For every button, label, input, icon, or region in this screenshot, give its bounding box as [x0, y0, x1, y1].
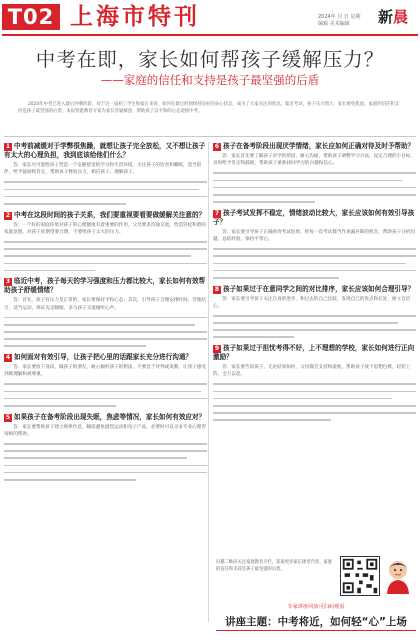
answer-8-body: [213, 315, 416, 338]
question-number-badge: 5: [5, 413, 11, 421]
question-2: [4, 211, 207, 220]
editor-line: 编辑 美术编辑: [318, 21, 350, 27]
question-number-badge: 4: [5, 354, 11, 362]
promo-title: 讲座主题：中考将近，如何轻“心”上场: [225, 616, 407, 628]
column-divider: [208, 142, 209, 622]
answer-8: 答：家长要引导孩子关注自身的进步，和过去的自己比较，发现自己的优点和长处，树立自信心。: [213, 296, 411, 309]
logo-red-text: 晨: [393, 8, 409, 26]
answer-5: 答：家长要帮助孩子建立规律作息，睡前避免剧烈运动和电子产品，必要时可以寻求专业心理咨询师的帮助。: [4, 424, 206, 437]
answer-3-body: [4, 317, 207, 347]
logo-black-text: 新: [378, 8, 394, 26]
question-number-badge: 2: [5, 211, 11, 219]
qr-note: 扫描二维码关注家庭教育专栏，获取更多家长课堂内容。家庭的信任和支持是孩子最坚强的后盾。: [216, 560, 333, 572]
question-number-badge: 6: [214, 143, 220, 150]
question-text: 孩子考试发挥不稳定，情绪波动比较大，家长应该如何有效引导孩子？: [213, 208, 415, 226]
answer-6-body: [213, 172, 416, 202]
answer-4-body: [4, 383, 207, 406]
qr-code-icon[interactable]: [340, 556, 380, 596]
header-info: [318, 14, 374, 28]
answer-4: 答：家长要放下身段，做孩子的朋友，耐心倾听孩子的想法，不要急于评判或说教，让孩子感受到被理解和被尊重。: [4, 365, 206, 378]
question-3: [4, 277, 207, 295]
question-text: 孩子在备考阶段出现厌学情绪，家长应如何正确对待及时予帮助？: [223, 142, 415, 150]
date-line: 2024年 月 日 星期: [318, 14, 361, 20]
answer-9-body: [213, 383, 416, 421]
question-number-badge: 8: [214, 285, 220, 293]
answer-7: 答：家长要引导孩子正确看待考试结果，把每一次考试都当作查漏补缺的机会，帮助孩子分析问题，总结经验，保持平常心。: [213, 229, 415, 242]
answer-1: 答：家长尽可能给孩子营造一个安静舒适的学习和生活环境，关注孩子的饮食和睡眠，适当陪伴，给予鼓励和肯定，帮助孩子释放压力，相信孩子、理解孩子。: [4, 163, 202, 176]
sub-headline: ——家庭的信任和支持是孩子最坚强的后盾: [100, 73, 320, 87]
section-title: 上海市特刊: [70, 3, 200, 30]
question-7: [213, 209, 416, 227]
left-column: [4, 142, 207, 596]
question-1: [4, 142, 207, 160]
question-text: 临近中考，孩子每天的学习强度和压力都比较大，家长如何有效帮助孩子舒缓情绪？: [4, 277, 206, 295]
question-number-badge: 1: [5, 143, 11, 150]
question-5: [4, 413, 207, 422]
answer-6: 答：家长首先要了解孩子厌学的原因，耐心沟通，帮助孩子调整学习方法，设定合理的小目标，及时给予肯定和鼓励，帮助孩子重新找回学习的兴趣和信心。: [213, 154, 415, 167]
question-number-badge: 3: [5, 278, 11, 286]
intro-divider: [4, 136, 416, 137]
question-number-badge: 7: [214, 209, 220, 217]
answer-7-body: [213, 248, 416, 278]
question-8: [213, 285, 416, 294]
promo-underline: [216, 630, 416, 631]
right-column: [213, 142, 416, 554]
question-text: 中考前减缓对于学弊很焦躁，就想让孩子完全放松，又不想让孩子有太大的心理负担，我到底该给他们什么？: [4, 142, 206, 159]
question-text: 如何面对有效引导，让孩子把心里的话跟家长充分进行沟通？: [14, 353, 193, 362]
question-text: 如果孩子在备考阶段出现失眠，焦虑等情况，家长如何有效应对？: [14, 412, 206, 421]
question-text: 中考在这段时间的孩子关系，我们要重视要看要做缓解关注意的？: [14, 210, 206, 219]
question-text: 孩子如果过于在意同学之间的对比排序，家长应该如何合理引导？: [223, 284, 415, 293]
answer-9: 答：家长要告诉孩子，无论结果如何，父母都会支持和爱他，帮助孩子放下思想包袱，轻装上阵，全力以赴。: [213, 365, 411, 378]
promo-caption: 专家讲座回放可扫码观看: [287, 604, 345, 610]
answer-2-body: [4, 241, 207, 271]
page-tag: T02: [2, 4, 60, 30]
question-9: [213, 344, 416, 362]
intro-paragraph: 2024年中考已进入最后冲刺阶段，对于这一届初三学生和家长来说，如何在最后时刻保持良好的身心状态，成为了大家关注的焦点。临近考试，孩子压力增大，家长难免焦虑。家庭的信任和支持是孩子最坚强的后盾，本报特邀教育专家为家长答疑解惑，帮助孩子以平和的心态迎接中考。: [18, 102, 400, 115]
answer-5-body: [4, 443, 207, 481]
main-headline: 中考在即，家长如何帮孩子缓解压力？: [35, 48, 385, 71]
page-header: [0, 0, 420, 38]
newspaper-logo: [378, 6, 408, 27]
answer-2: 答：一个好的家庭环境对孩子的心理健康有着重要的作用，父母要多沟通交流，营造轻松和谐的家庭氛围，对孩子的期望要合理，不要给孩子太大的压力。: [4, 222, 206, 235]
answer-1-body: [4, 181, 207, 204]
question-text: 孩子如果过于担忧考得不好，上不理想的学校，家长如何进行正向激励？: [213, 344, 415, 362]
mascot-icon: [380, 556, 416, 594]
header-rule: [2, 34, 418, 36]
answer-3: 答：首先，孩子有压力是正常的，家长要保持平和心态；其次，引导孩子合理安排时间，劳逸结合，适当运动，保证充足睡眠，多与孩子交流倾听心声。: [4, 298, 206, 311]
question-number-badge: 9: [214, 345, 220, 353]
question-6: [213, 142, 416, 151]
question-4: [4, 353, 207, 362]
